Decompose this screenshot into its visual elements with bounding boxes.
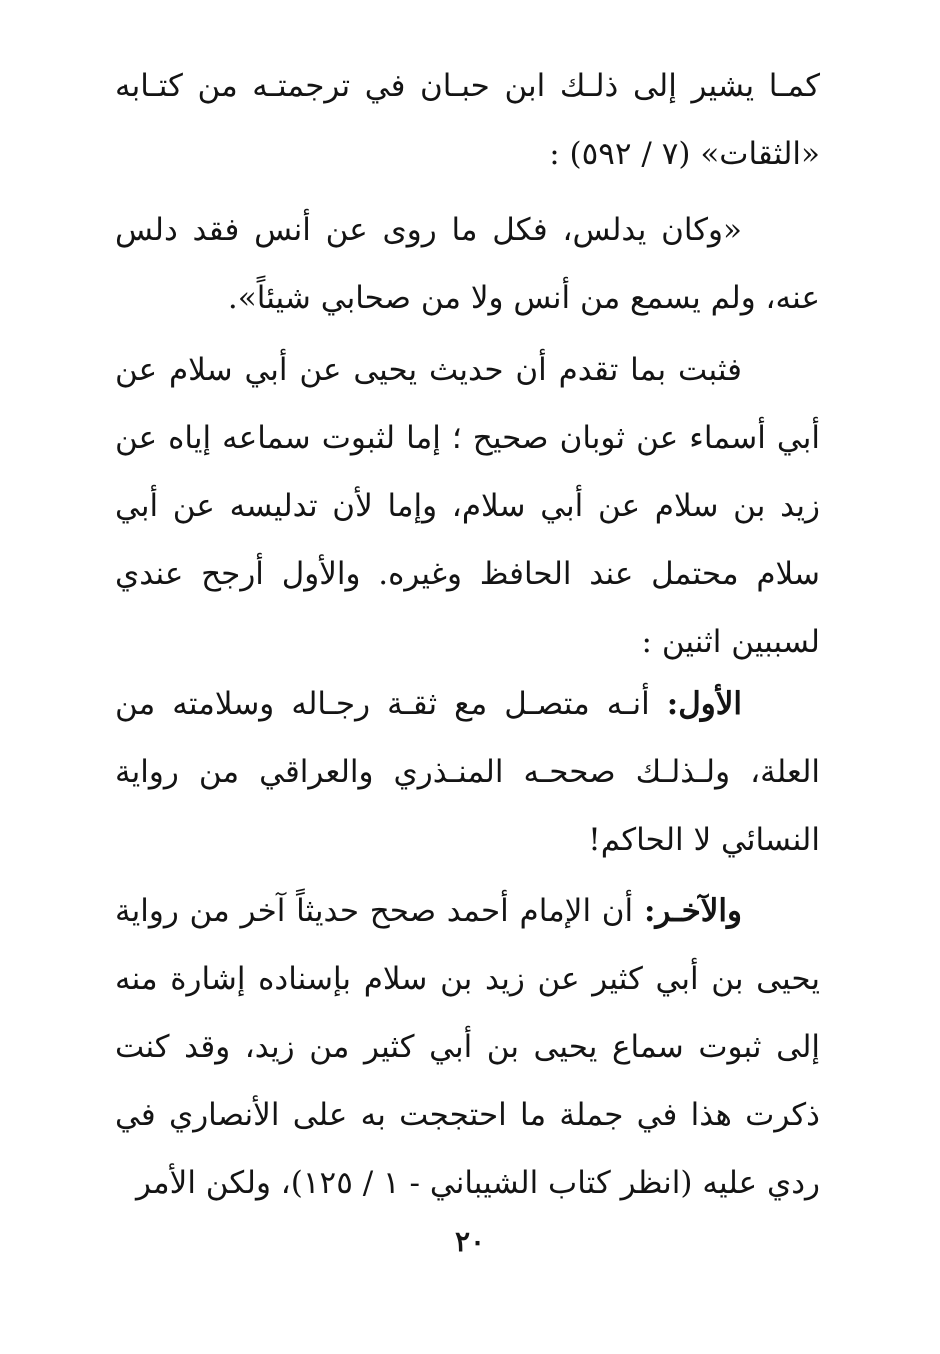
paragraph-text <box>115 670 820 874</box>
paragraph-text <box>115 877 820 1217</box>
second-reason-text: أن الإمام أحمد صحح حديثاً آخر من رواية يحيى بن أبي كثير عن زيد بن سلام بإسناده إشارة منه إلى ثبوت سماع يحيى بن أبي كثير من زيد، وقد كنت ذكرت هذا في جملة ما احتججت به على الأنصاري في ردي عليه (انظر كتاب الشيباني - ١ / ١٢٥)، ولكن الأمر <box>115 893 820 1201</box>
page-number: ٢٠ <box>454 1225 486 1258</box>
paragraph-text: كمـا يشير إلى ذلـك ابن حبـان في ترجمتـه من كتـابه «الثقات» (٧ / ٥٩٢) : <box>115 68 820 172</box>
quotation-text: «وكان يدلس، فكل ما روى عن أنس فقد دلس عنه، ولم يسمع من أنس ولا من صحابي شيئاً». <box>115 212 820 316</box>
paragraph-first-reason <box>115 670 820 874</box>
conclusion-text: فثبت بما تقدم أن حديث يحيى عن أبي سلام عن أبي أسماء عن ثوبان صحيح ؛ إما لثبوت سماعه إياه عن زيد بن سلام عن أبي سلام، وإما لأن تدليسه عن أبي سلام محتمل عند الحافظ وغيره. والأول أرجح عندي لسببين اثنين : <box>115 352 820 660</box>
paragraph-quotation <box>115 196 820 332</box>
paragraph-text <box>115 336 820 676</box>
paragraph-text <box>115 196 820 332</box>
second-reason-heading: والآخـر: <box>643 893 742 929</box>
first-reason-heading: الأول: <box>666 686 742 722</box>
paragraph-ibn-hibban-reference <box>115 52 820 188</box>
paragraph-second-reason <box>115 877 820 1217</box>
paragraph-conclusion <box>115 336 820 676</box>
first-reason-text: أنـه متصـل مع ثقـة رجـاله وسلامته من العلة، ولـذلـك صححـه المنـذري والعراقي من رواية النسائي لا الحاكم! <box>115 686 820 858</box>
